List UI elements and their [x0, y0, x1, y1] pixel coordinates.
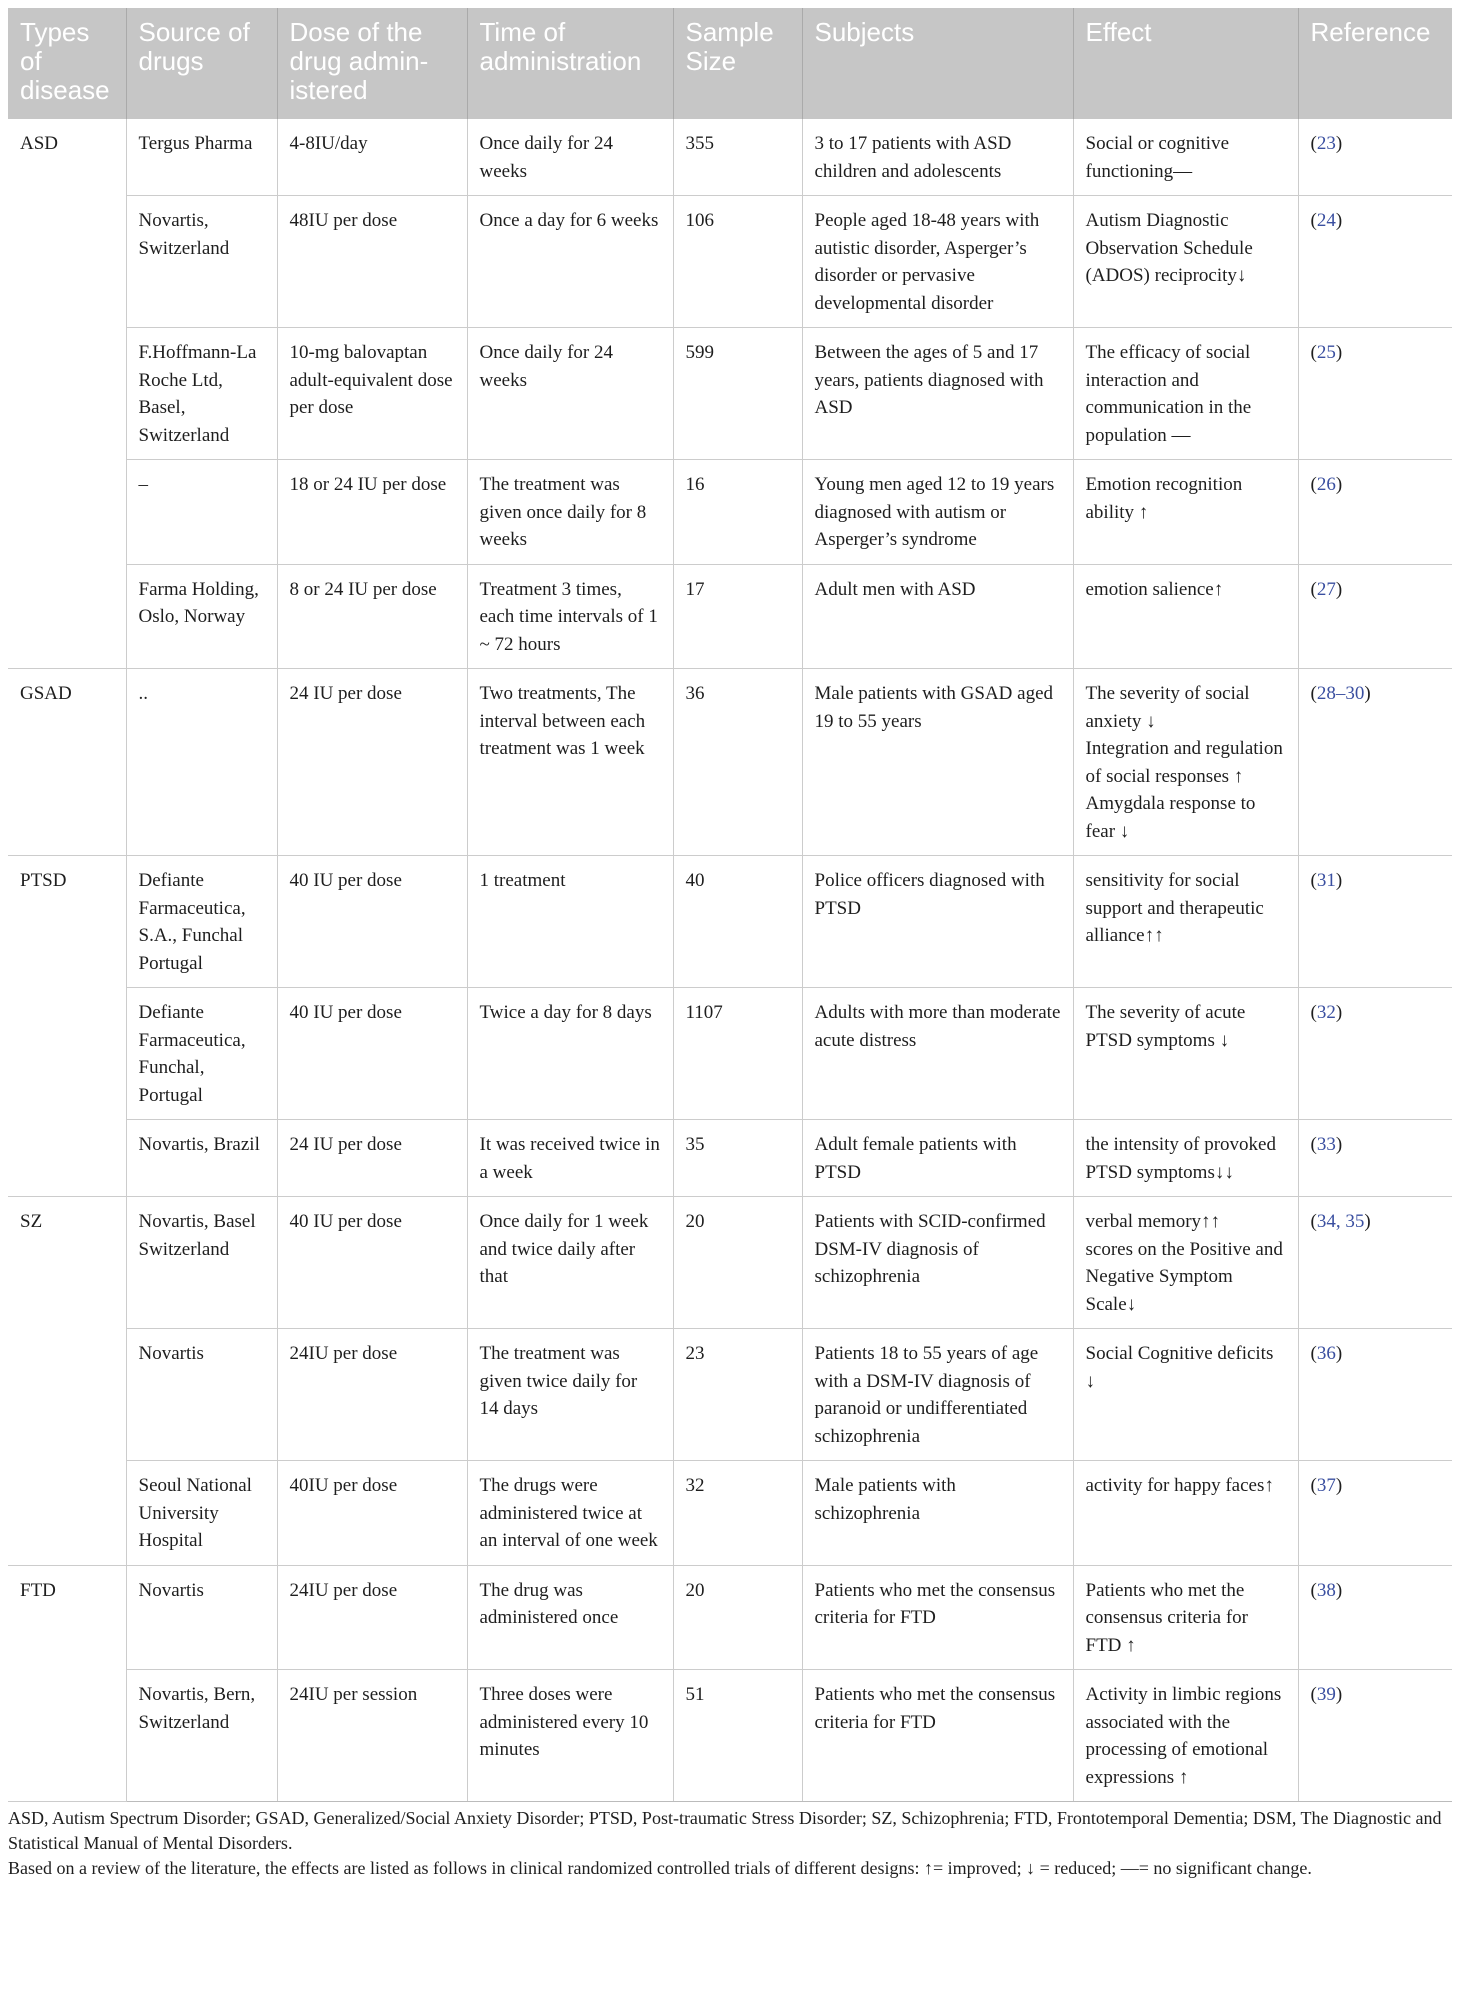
reference-cell	[1298, 669, 1452, 856]
sample-size-cell: 16	[673, 460, 802, 565]
sample-size-cell: 17	[673, 564, 802, 669]
header-disease-type: Types of disease	[8, 8, 126, 119]
dose-cell: 40 IU per dose	[277, 988, 467, 1120]
reference-link[interactable]: 33	[1316, 1134, 1336, 1155]
reference-link[interactable]: 38	[1316, 1579, 1336, 1601]
effect-cell: The efficacy of social interaction and communication in the population —	[1073, 328, 1298, 460]
paren-close: )	[1335, 1002, 1343, 1023]
table-row	[8, 1329, 1452, 1461]
effect-cell: the intensity of provoked PTSD symptoms↓↓	[1073, 1120, 1298, 1197]
drug-source-cell: Novartis, Basel Switzerland	[126, 1197, 277, 1329]
reference-link[interactable]: 34, 35	[1316, 1211, 1365, 1232]
effect-cell: emotion salience↑	[1073, 564, 1298, 669]
time-cell: The drug was administered once	[467, 1565, 673, 1670]
table-row	[8, 669, 1452, 856]
reference-cell	[1298, 1197, 1452, 1329]
drug-source-cell: ..	[126, 669, 277, 856]
subjects-cell: Patients who met the consensus criteria for FTD	[802, 1565, 1073, 1670]
table-header	[8, 8, 1452, 119]
paren-close: )	[1335, 1343, 1343, 1364]
footnote-line: ASD, Autism Spectrum Disorder; GSAD, Generalized/Social Anxiety Disorder; PTSD, Post-traumatic Stress Disorder; SZ, Schizophrenia; FTD, Frontotemporal Dementia; DSM, The Diagnostic and Statistical Manual of Mental Disorders.	[8, 1808, 1442, 1853]
dose-cell: 40IU per dose	[277, 1461, 467, 1566]
table-row	[8, 1461, 1452, 1566]
reference-link[interactable]: 27	[1316, 578, 1336, 600]
data-table	[8, 8, 1452, 1802]
effect-cell	[1073, 669, 1298, 856]
reference-cell	[1298, 196, 1452, 328]
drug-source-cell: F.Hoffmann-La Roche Ltd, Basel, Switzerland	[126, 328, 277, 460]
header-reference: Reference	[1298, 8, 1452, 119]
reference-link[interactable]: 24	[1316, 210, 1336, 231]
reference-cell	[1298, 328, 1452, 460]
table-row	[8, 1120, 1452, 1197]
effect-cell: activity for happy faces↑	[1073, 1461, 1298, 1566]
paren-open: (	[1310, 1684, 1317, 1705]
reference-link[interactable]: 23	[1316, 133, 1336, 154]
sample-size-cell: 35	[673, 1120, 802, 1197]
paren-open: (	[1310, 1134, 1317, 1155]
reference-cell	[1298, 564, 1452, 669]
subjects-cell: Patients with SCID-confirmed DSM-IV diagnosis of schizophrenia	[802, 1197, 1073, 1329]
table-row	[8, 328, 1452, 460]
paren-open: (	[1310, 210, 1317, 231]
effect-cell: Social or cognitive functioning—	[1073, 119, 1298, 196]
time-cell: Treatment 3 times, each time intervals of 1 ~ 72 hours	[467, 564, 673, 669]
table-row	[8, 119, 1452, 196]
paren-open: (	[1310, 1002, 1317, 1023]
table-row	[8, 856, 1452, 988]
subjects-cell: Patients 18 to 55 years of age with a DSM-IV diagnosis of paranoid or undifferentiated schizophrenia	[802, 1329, 1073, 1461]
paren-close: )	[1335, 474, 1343, 495]
reference-link[interactable]: 32	[1316, 1002, 1336, 1023]
paren-close: )	[1364, 1211, 1371, 1232]
sample-size-cell: 1107	[673, 988, 802, 1120]
reference-link[interactable]: 37	[1316, 1475, 1336, 1496]
reference-link[interactable]: 31	[1316, 870, 1336, 891]
reference-cell	[1298, 1329, 1452, 1461]
disease-type-cell: SZ	[8, 1197, 126, 1566]
subjects-cell: 3 to 17 patients with ASD children and adolescents	[802, 119, 1073, 196]
table-row	[8, 988, 1452, 1120]
paren-open: (	[1310, 133, 1317, 154]
effect-line: Amygdala response to fear ↓	[1085, 793, 1256, 842]
effect-line: The severity of social anxiety ↓	[1085, 683, 1250, 732]
paren-close: )	[1335, 342, 1343, 363]
sample-size-cell: 355	[673, 119, 802, 196]
sample-size-cell: 40	[673, 856, 802, 988]
reference-link[interactable]: 26	[1316, 474, 1336, 495]
paren-open: (	[1310, 1343, 1317, 1364]
paren-open: (	[1310, 1211, 1317, 1232]
reference-link[interactable]: 39	[1316, 1684, 1336, 1705]
dose-cell: 24IU per session	[277, 1670, 467, 1802]
footnote-line: Based on a review of the literature, the effects are listed as follows in clinical randomized controlled trials of different designs: ↑= improved; ↓ = reduced; —= no significant change.	[8, 1858, 1312, 1878]
time-cell: Once daily for 24 weeks	[467, 119, 673, 196]
effect-cell: Social Cognitive deficits ↓	[1073, 1329, 1298, 1461]
subjects-cell: Adults with more than moderate acute distress	[802, 988, 1073, 1120]
sample-size-cell: 36	[673, 669, 802, 856]
drug-source-cell: Novartis, Switzerland	[126, 196, 277, 328]
dose-cell: 24 IU per dose	[277, 1120, 467, 1197]
paren-close: )	[1335, 210, 1343, 231]
reference-cell	[1298, 460, 1452, 565]
subjects-cell: Police officers diagnosed with PTSD	[802, 856, 1073, 988]
paren-close: )	[1335, 578, 1343, 600]
time-cell: The drugs were administered twice at an interval of one week	[467, 1461, 673, 1566]
drug-source-cell: Tergus Pharma	[126, 119, 277, 196]
dose-cell: 24 IU per dose	[277, 669, 467, 856]
paren-open: (	[1310, 870, 1317, 891]
reference-cell	[1298, 1120, 1452, 1197]
drug-source-cell: Defiante Farmaceutica, Funchal, Portugal	[126, 988, 277, 1120]
time-cell: Once a day for 6 weeks	[467, 196, 673, 328]
drug-source-cell: Novartis, Brazil	[126, 1120, 277, 1197]
dose-cell: 24IU per dose	[277, 1329, 467, 1461]
subjects-cell: Patients who met the consensus criteria for FTD	[802, 1670, 1073, 1802]
subjects-cell: Between the ages of 5 and 17 years, patients diagnosed with ASD	[802, 328, 1073, 460]
dose-cell: 4-8IU/day	[277, 119, 467, 196]
paren-open: (	[1310, 1579, 1317, 1601]
paren-open: (	[1310, 683, 1317, 704]
paren-close: )	[1335, 1475, 1343, 1496]
header-time: Time of administration	[467, 8, 673, 119]
time-cell: Once daily for 24 weeks	[467, 328, 673, 460]
effect-cell: sensitivity for social support and therapeutic alliance↑↑	[1073, 856, 1298, 988]
time-cell: Two treatments, The interval between each treatment was 1 week	[467, 669, 673, 856]
paren-close: )	[1364, 683, 1371, 704]
paren-close: )	[1335, 1134, 1343, 1155]
header-drug-source: Source of drugs	[126, 8, 277, 119]
table-row	[8, 564, 1452, 669]
paren-open: (	[1310, 474, 1317, 495]
drug-source-cell: Novartis, Bern, Switzerland	[126, 1670, 277, 1802]
paren-close: )	[1335, 1579, 1343, 1601]
effect-cell: Patients who met the consensus criteria for FTD ↑	[1073, 1565, 1298, 1670]
drug-source-cell: Novartis	[126, 1329, 277, 1461]
disease-type-cell: PTSD	[8, 856, 126, 1197]
reference-cell	[1298, 988, 1452, 1120]
reference-link[interactable]: 36	[1316, 1343, 1336, 1364]
effect-cell: Activity in limbic regions associated with the processing of emotional expressions ↑	[1073, 1670, 1298, 1802]
reference-cell	[1298, 1461, 1452, 1566]
dose-cell: 18 or 24 IU per dose	[277, 460, 467, 565]
time-cell: Twice a day for 8 days	[467, 988, 673, 1120]
table-row	[8, 460, 1452, 565]
table-row	[8, 1565, 1452, 1670]
subjects-cell: People aged 18-48 years with autistic disorder, Asperger’s disorder or pervasive developmental disorder	[802, 196, 1073, 328]
drug-source-cell: Defiante Farmaceutica, S.A., Funchal Portugal	[126, 856, 277, 988]
dose-cell: 8 or 24 IU per dose	[277, 564, 467, 669]
paren-close: )	[1335, 1684, 1343, 1705]
effect-cell: Autism Diagnostic Observation Schedule (ADOS) reciprocity↓	[1073, 196, 1298, 328]
subjects-cell: Male patients with schizophrenia	[802, 1461, 1073, 1566]
time-cell: The treatment was given twice daily for 14 days	[467, 1329, 673, 1461]
subjects-cell: Adult men with ASD	[802, 564, 1073, 669]
paren-open: (	[1310, 342, 1317, 363]
sample-size-cell: 23	[673, 1329, 802, 1461]
dose-cell: 48IU per dose	[277, 196, 467, 328]
dose-cell: 40 IU per dose	[277, 1197, 467, 1329]
subjects-cell: Young men aged 12 to 19 years diagnosed with autism or Asperger’s syndrome	[802, 460, 1073, 565]
drug-source-cell: –	[126, 460, 277, 565]
drug-source-cell: Seoul National University Hospital	[126, 1461, 277, 1566]
table-row	[8, 1197, 1452, 1329]
sample-size-cell: 106	[673, 196, 802, 328]
effect-line: verbal memory↑↑	[1085, 1211, 1221, 1232]
header-subjects: Subjects	[802, 8, 1073, 119]
reference-cell	[1298, 856, 1452, 988]
table-row	[8, 196, 1452, 328]
subjects-cell: Male patients with GSAD aged 19 to 55 years	[802, 669, 1073, 856]
table-body	[8, 119, 1452, 1802]
subjects-cell: Adult female patients with PTSD	[802, 1120, 1073, 1197]
table-row	[8, 1670, 1452, 1802]
disease-type-cell: ASD	[8, 119, 126, 669]
time-cell: Three doses were administered every 10 minutes	[467, 1670, 673, 1802]
drug-source-cell: Farma Holding, Oslo, Norway	[126, 564, 277, 669]
paren-open: (	[1310, 1475, 1317, 1496]
paren-close: )	[1335, 133, 1343, 154]
reference-cell	[1298, 119, 1452, 196]
paren-close: )	[1335, 870, 1343, 891]
effect-cell: Emotion recognition ability ↑	[1073, 460, 1298, 565]
paren-open: (	[1310, 578, 1317, 600]
sample-size-cell: 599	[673, 328, 802, 460]
disease-type-cell: FTD	[8, 1565, 126, 1802]
time-cell: It was received twice in a week	[467, 1120, 673, 1197]
drug-source-cell: Novartis	[126, 1565, 277, 1670]
header-row	[8, 8, 1452, 119]
dose-cell: 10-mg balovaptan adult-equivalent dose per dose	[277, 328, 467, 460]
reference-cell	[1298, 1670, 1452, 1802]
sample-size-cell: 20	[673, 1197, 802, 1329]
header-sample-size: Sample Size	[673, 8, 802, 119]
effect-line: scores on the Positive and Negative Symptom Scale↓	[1085, 1238, 1283, 1315]
time-cell: 1 treatment	[467, 856, 673, 988]
sample-size-cell: 32	[673, 1461, 802, 1566]
sample-size-cell: 51	[673, 1670, 802, 1802]
reference-link[interactable]: 28–30	[1316, 683, 1365, 704]
effect-cell: The severity of acute PTSD symptoms ↓	[1073, 988, 1298, 1120]
sample-size-cell: 20	[673, 1565, 802, 1670]
table-footnotes	[8, 1806, 1452, 1881]
reference-link[interactable]: 25	[1316, 342, 1336, 363]
table-container	[8, 8, 1452, 1881]
time-cell: The treatment was given once daily for 8 weeks	[467, 460, 673, 565]
dose-cell: 40 IU per dose	[277, 856, 467, 988]
header-effect: Effect	[1073, 8, 1298, 119]
dose-cell: 24IU per dose	[277, 1565, 467, 1670]
time-cell: Once daily for 1 week and twice daily after that	[467, 1197, 673, 1329]
reference-cell	[1298, 1565, 1452, 1670]
effect-cell	[1073, 1197, 1298, 1329]
header-dose: Dose of the drug admin-istered	[277, 8, 467, 119]
disease-type-cell: GSAD	[8, 669, 126, 856]
effect-line: Integration and regulation of social responses ↑	[1085, 738, 1283, 787]
